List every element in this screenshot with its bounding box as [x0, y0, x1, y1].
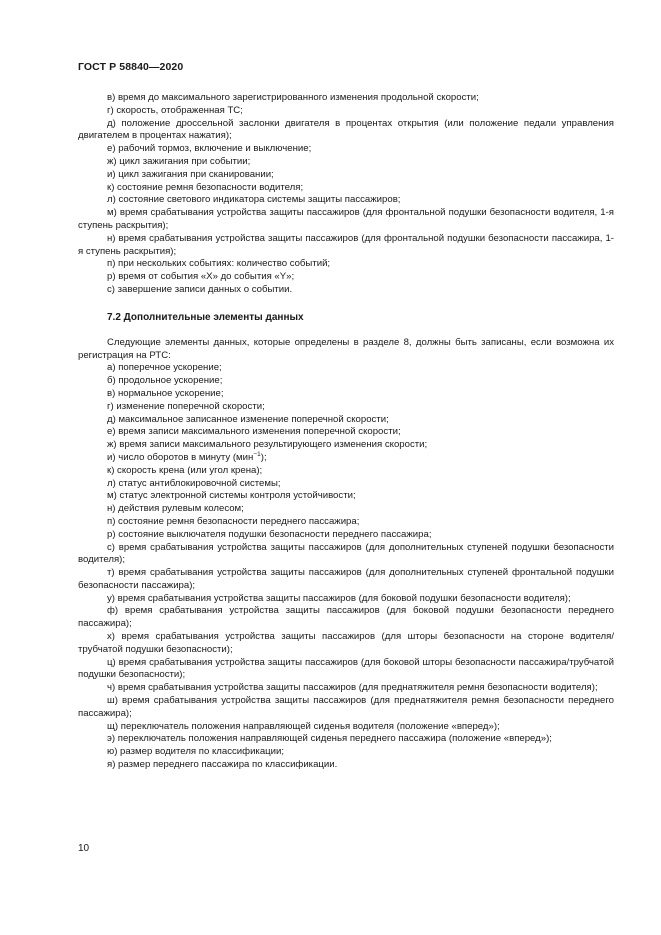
page-body: [78, 92, 614, 772]
list-item: ч) время срабатывания устройства защиты пассажиров (для преднатяжителя ремня безопасности водителя);: [107, 682, 598, 694]
section-intro: Следующие элементы данных, которые определены в разделе 8, должны быть записаны, если возможна их регистрация на РТС:: [78, 336, 614, 361]
page-number: 10: [78, 843, 90, 854]
list-item: я) размер переднего пассажира по классификации.: [107, 759, 338, 771]
list-item: б) продольное ускорение;: [107, 375, 223, 387]
list-item: м) время срабатывания устройства защиты пассажиров (для фронтальной подушки безопасности водителя, 1-я ступень раскрытия);: [78, 207, 614, 231]
list-item: м) статус электронной системы контроля устойчивости;: [107, 490, 356, 502]
list-item: р) время от события «X» до события «Y»;: [107, 271, 295, 283]
list-item: ц) время срабатывания устройства защиты пассажиров (для боковой шторы безопасности пассажира/трубчатой подушки безопасности);: [78, 656, 614, 681]
list-item: н) действия рулевым колесом;: [107, 503, 244, 515]
section-title: 7.2 Дополнительные элементы данных: [107, 311, 304, 323]
list-item: щ) переключатель положения направляющей сиденья водителя (положение «вперед»);: [107, 720, 500, 732]
list-item: с) завершение записи данных о событии.: [107, 283, 293, 295]
list-item: с) время срабатывания устройства защиты пассажиров (для дополнительных ступеней подушки безопасности водителя);: [78, 541, 614, 566]
list-item: н) время срабатывания устройства защиты пассажиров (для фронтальной подушки безопасности пассажира, 1-я ступень раскрытия);: [78, 232, 614, 257]
list-item: е) время записи максимального изменения поперечной скорости;: [107, 426, 401, 438]
list-item: ю) размер водителя по классификации;: [107, 746, 285, 758]
list-item: р) состояние выключателя подушки безопасности переднего пассажира;: [107, 528, 432, 540]
rpm-exponent: −1: [253, 450, 261, 458]
list-item: а) поперечное ускорение;: [107, 362, 222, 374]
list-item: г) изменение поперечной скорости;: [107, 400, 265, 412]
document-code-header: ГОСТ Р 58840—2020: [78, 61, 184, 73]
list-item: и) цикл зажигания при сканировании;: [107, 168, 274, 180]
list-item: ш) время срабатывания устройства защиты пассажиров (для преднатяжителя ремня безопасности переднего пассажира);: [78, 695, 614, 719]
list-item: ф) время срабатывания устройства защиты пассажиров (для боковой подушки безопасности переднего пассажира);: [78, 605, 614, 630]
list-item: к) скорость крена (или угол крена);: [107, 464, 263, 476]
list-item: д) максимальное записанное изменение поперечной скорости;: [107, 413, 389, 425]
list-item: л) статус антиблокировочной системы;: [107, 477, 281, 489]
list-item: г) скорость, отображенная ТС;: [107, 104, 243, 116]
list-top: [78, 92, 614, 297]
list-item: ж) время записи максимального результирующего изменения скорости;: [107, 439, 428, 451]
list-item: ж) цикл зажигания при событии;: [107, 155, 251, 167]
list-item: х) время срабатывания устройства защиты пассажиров (для шторы безопасности на стороне водителя/трубчатой подушки безопасности);: [78, 631, 614, 655]
list-item: п) состояние ремня безопасности переднего пассажира;: [107, 515, 360, 527]
list-item: в) время до максимального зарегистрированного изменения продольной скорости;: [107, 92, 479, 103]
list-item: т) время срабатывания устройства защиты пассажиров (для дополнительных ступеней фронтальной подушки безопасности пассажира);: [78, 567, 614, 591]
list-item-rpm: [78, 452, 614, 465]
rpm-text: и) число оборотов в минуту (мин: [107, 451, 254, 463]
list-item: в) нормальное ускорение;: [107, 387, 224, 399]
list-item: э) переключатель положения направляющей сиденья переднего пассажира (положение «вперед»);: [107, 733, 552, 745]
list-item: д) положение дроссельной заслонки двигателя в процентах открытия (или положение педали управления двигателем в процентах нажатия);: [78, 117, 614, 142]
list-item: у) время срабатывания устройства защиты пассажиров (для боковой подушки безопасности водителя);: [107, 592, 571, 604]
list-item: к) состояние ремня безопасности водителя;: [107, 181, 304, 193]
rpm-tail: );: [260, 451, 267, 463]
list-item: л) состояние светового индикатора системы защиты пассажиров;: [107, 194, 401, 206]
list-item: е) рабочий тормоз, включение и выключение;: [107, 143, 312, 155]
list-item: п) при нескольких событиях: количество событий;: [107, 258, 331, 270]
list-additional: [78, 362, 614, 772]
